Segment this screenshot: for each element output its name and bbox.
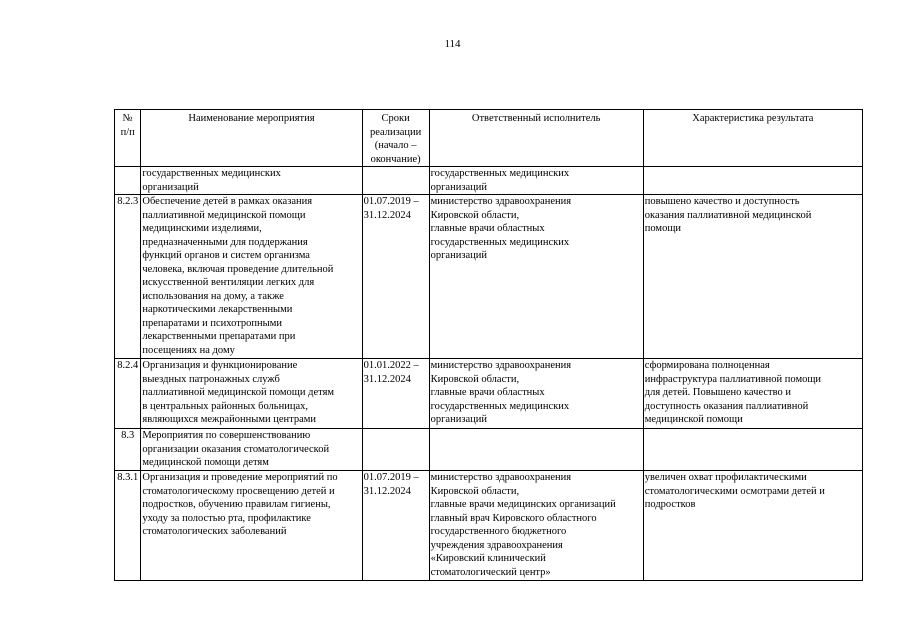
row-dates: 01.01.2022 – 31.12.2024 — [362, 359, 429, 429]
row-result: увеличен охват профилактическими стоматологическими осмотрами детей и подростков — [643, 471, 862, 581]
row-result — [643, 429, 862, 471]
header-dates: Сроки реализации (начало – окончание) — [362, 110, 429, 167]
row-result — [643, 167, 862, 195]
header-responsible: Ответственный исполнитель — [429, 110, 643, 167]
row-name: Организация и функционирование выездных патронажных служб паллиативной медицинской помощи детям в центральных районных больницах, являющихся межрайонными центрами — [141, 359, 362, 429]
activities-table — [114, 109, 863, 581]
row-num: 8.2.4 — [115, 359, 141, 429]
row-dates: 01.07.2019 – 31.12.2024 — [362, 471, 429, 581]
row-responsible: министерство здравоохранения Кировской области, главные врачи областных государственных медицинских организаций — [429, 359, 643, 429]
row-responsible — [429, 429, 643, 471]
row-num: 8.3.1 — [115, 471, 141, 581]
table-header-row — [115, 110, 863, 167]
table-row — [115, 429, 863, 471]
header-name: Наименование мероприятия — [141, 110, 362, 167]
row-name: государственных медицинских организаций — [141, 167, 362, 195]
row-dates — [362, 167, 429, 195]
row-responsible: министерство здравоохранения Кировской области, главные врачи областных государственных медицинских организаций — [429, 195, 643, 359]
row-dates: 01.07.2019 – 31.12.2024 — [362, 195, 429, 359]
row-result: повышено качество и доступность оказания паллиативной медицинской помощи — [643, 195, 862, 359]
row-dates — [362, 429, 429, 471]
header-num: № п/п — [115, 110, 141, 167]
table-row — [115, 471, 863, 581]
row-num: 8.2.3 — [115, 195, 141, 359]
row-result: сформирована полноценная инфраструктура паллиативной помощи для детей. Повышено качество и доступность оказания паллиативной медицинской помощи — [643, 359, 862, 429]
row-num — [115, 167, 141, 195]
page-number: 114 — [444, 38, 461, 50]
row-name: Мероприятия по совершенствованию организации оказания стоматологической медицинской помощи детям — [141, 429, 362, 471]
row-responsible: министерство здравоохранения Кировской области, главные врачи медицинских организаций главный врач Кировского областного государственного бюджетного учреждения здравоохранения «Кировский клинический стоматологический центр» — [429, 471, 643, 581]
row-responsible: государственных медицинских организаций — [429, 167, 643, 195]
table-row — [115, 359, 863, 429]
row-name: Обеспечение детей в рамках оказания паллиативной медицинской помощи медицинскими изделиями, предназначенными для поддержания функций органов и систем организма человека, включая проведение длительной искусственной вентиляции легких для использования на дому, а также наркотическими лекарственными препаратами и психотропными лекарственными препаратами при посещениях на дому — [141, 195, 362, 359]
row-num: 8.3 — [115, 429, 141, 471]
table-row — [115, 167, 863, 195]
row-name: Организация и проведение мероприятий по стоматологическому просвещению детей и подростков, обучению правилам гигиены, уходу за полостью рта, профилактике стоматологических заболеваний — [141, 471, 362, 581]
table-row — [115, 195, 863, 359]
header-result: Характеристика результата — [643, 110, 862, 167]
